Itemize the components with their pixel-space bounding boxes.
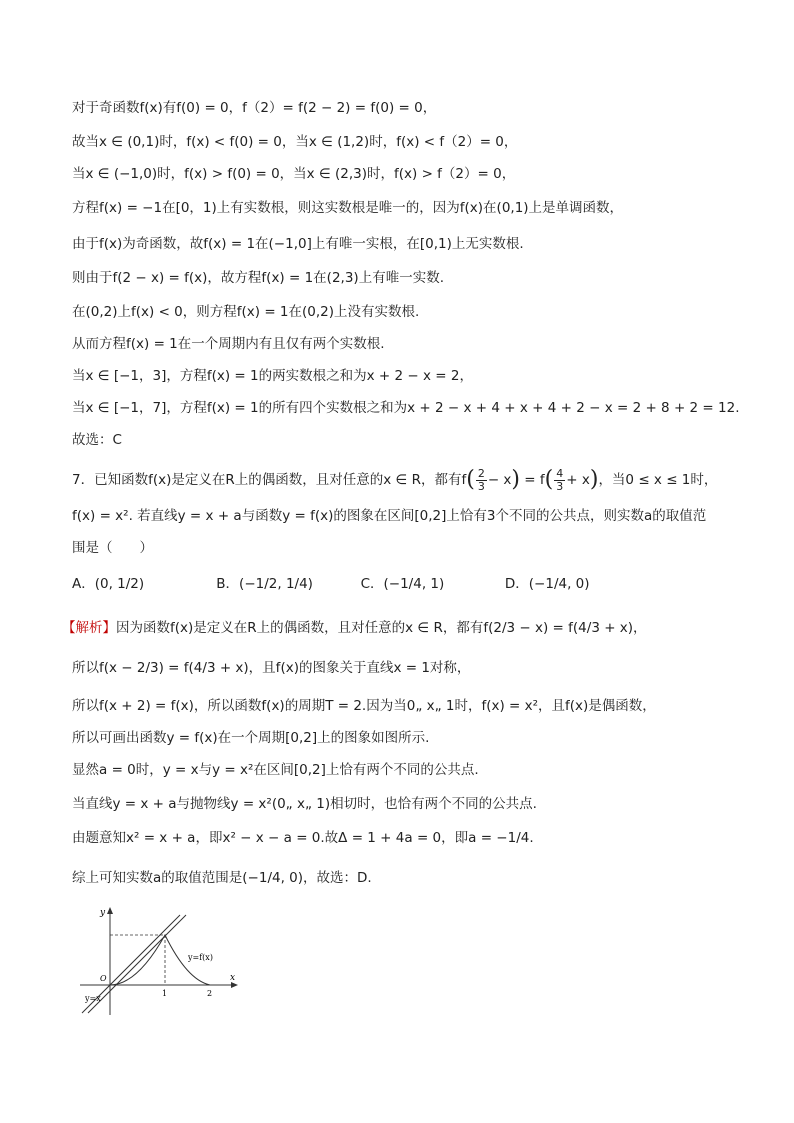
tick-2-label: 2 bbox=[207, 989, 213, 998]
text-line-1: 对于奇函数f(x)有f(0) = 0，f（2）= f(2 − 2) = f(0) = 0， bbox=[72, 100, 437, 116]
question-7-line-3: 围是（ ） bbox=[72, 540, 153, 556]
q7-text-a: 7．已知函数f(x)是定义在R上的偶函数，且对任意的x ∈ R，都有f bbox=[72, 472, 467, 488]
solution-line-3: 所以f(x + 2) = f(x)，所以函数f(x)的周期T = 2.因为当0„ x„ 1时，f(x) = x²，且f(x)是偶函数， bbox=[72, 698, 656, 714]
yx-label: y=x bbox=[85, 994, 101, 1003]
solution-line-5: 显然a = 0时，y = x与y = x²在区间[0,2]上恰有两个不同的公共点. bbox=[72, 762, 479, 778]
q7-text-m: − x bbox=[487, 472, 512, 488]
text-line-3: 当x ∈ (−1,0)时，f(x) > f(0) = 0，当x ∈ (2,3)时，f(x) > f（2）= 0， bbox=[72, 166, 516, 182]
text-line-5: 由于f(x)为奇函数，故f(x) = 1在(−1,0]上有唯一实根，在[0,1)上无实数根. bbox=[72, 236, 524, 252]
y-axis-arrow bbox=[107, 907, 113, 914]
q7-text-f: ，当0 ≤ x ≤ 1时， bbox=[598, 472, 718, 488]
frac-num-2: 4 bbox=[556, 466, 564, 480]
q7-text-e: = f bbox=[524, 472, 545, 488]
paren-open-2: ( bbox=[544, 467, 554, 492]
question-7-line-1 bbox=[72, 466, 754, 494]
answer-line: 故选：C bbox=[72, 432, 122, 448]
frac-num: 2 bbox=[477, 466, 485, 480]
fx-label: y=f(x) bbox=[188, 953, 213, 962]
fraction-2-3 bbox=[476, 468, 487, 493]
fraction-4-3 bbox=[554, 468, 565, 493]
text-line-2: 故当x ∈ (0,1)时，f(x) < f(0) = 0，当x ∈ (1,2)时，f(x) < f（2）= 0， bbox=[72, 134, 518, 150]
paren-close-2: ) bbox=[589, 467, 599, 492]
text-line-4: 方程f(x) = −1在[0，1)上有实数根，则这实数根是唯一的，因为f(x)在(0,1)上是单调函数， bbox=[72, 200, 624, 216]
origin-label: O bbox=[100, 974, 107, 983]
x-label: x bbox=[230, 973, 236, 983]
solution-line-1 bbox=[62, 618, 754, 638]
frac-den: 3 bbox=[477, 479, 485, 493]
option-c: C．(−1/4, 1) bbox=[360, 576, 445, 592]
function-graph bbox=[70, 905, 245, 1020]
q7-text-m2: + x bbox=[566, 472, 590, 488]
solution-line-2: 所以f(x − 2/3) = f(4/3 + x)，且f(x)的图象关于直线x = 1对称， bbox=[72, 660, 471, 676]
text-line-9: 当x ∈ [−1，3]，方程f(x) = 1的两实数根之和为x + 2 − x = 2， bbox=[72, 368, 473, 384]
option-d: D．(−1/4, 0) bbox=[504, 576, 590, 592]
text-line-8: 从而方程f(x) = 1在一个周期内有且仅有两个实数根. bbox=[72, 336, 385, 352]
question-7-line-2: f(x) = x². 若直线y = x + a与函数y = f(x)的图象在区间[0,2]上恰有3个不同的公共点，则实数a的取值范 bbox=[72, 508, 707, 524]
solution-line-4: 所以可画出函数y = f(x)在一个周期[0,2]上的图象如图所示. bbox=[72, 730, 430, 746]
option-b: B．(−1/2, 1/4) bbox=[216, 576, 313, 592]
text-line-7: 在(0,2)上f(x) < 0，则方程f(x) = 1在(0,2)上没有实数根. bbox=[72, 304, 420, 320]
paren-close: ) bbox=[511, 467, 520, 492]
line-tangent bbox=[88, 915, 186, 1013]
option-a: A．(0, 1/2) bbox=[72, 576, 145, 592]
tick-1-label: 1 bbox=[162, 989, 168, 998]
text-line-10: 当x ∈ [−1，7]，方程f(x) = 1的所有四个实数根之和为x + 2 − x + 4 + x + 4 + 2 − x = 2 + 8 + 2 = 12. bbox=[72, 400, 740, 416]
solution-text-1: 因为函数f(x)是定义在R上的偶函数，且对任意的x ∈ R，都有f(2/3 − x) = f(4/3 + x)， bbox=[116, 620, 647, 636]
solution-line-7: 由题意知x² = x + a，即x² − x − a = 0.故Δ = 1 + 4a = 0，即a = −1/4. bbox=[72, 830, 534, 846]
question-7-options bbox=[72, 574, 754, 594]
text-line-6: 则由于f(2 − x) = f(x)，故方程f(x) = 1在(2,3)上有唯一实数. bbox=[72, 270, 444, 286]
solution-line-6: 当直线y = x + a与抛物线y = x²(0„ x„ 1)相切时，也恰有两个不同的公共点. bbox=[72, 796, 537, 812]
y-label: y bbox=[100, 908, 106, 918]
frac-den-2: 3 bbox=[556, 479, 564, 493]
solution-line-8: 综上可知实数a的取值范围是(−1/4, 0)，故选：D. bbox=[72, 870, 372, 886]
solution-tag: 【解析】 bbox=[62, 620, 116, 636]
paren-open: ( bbox=[466, 467, 475, 492]
